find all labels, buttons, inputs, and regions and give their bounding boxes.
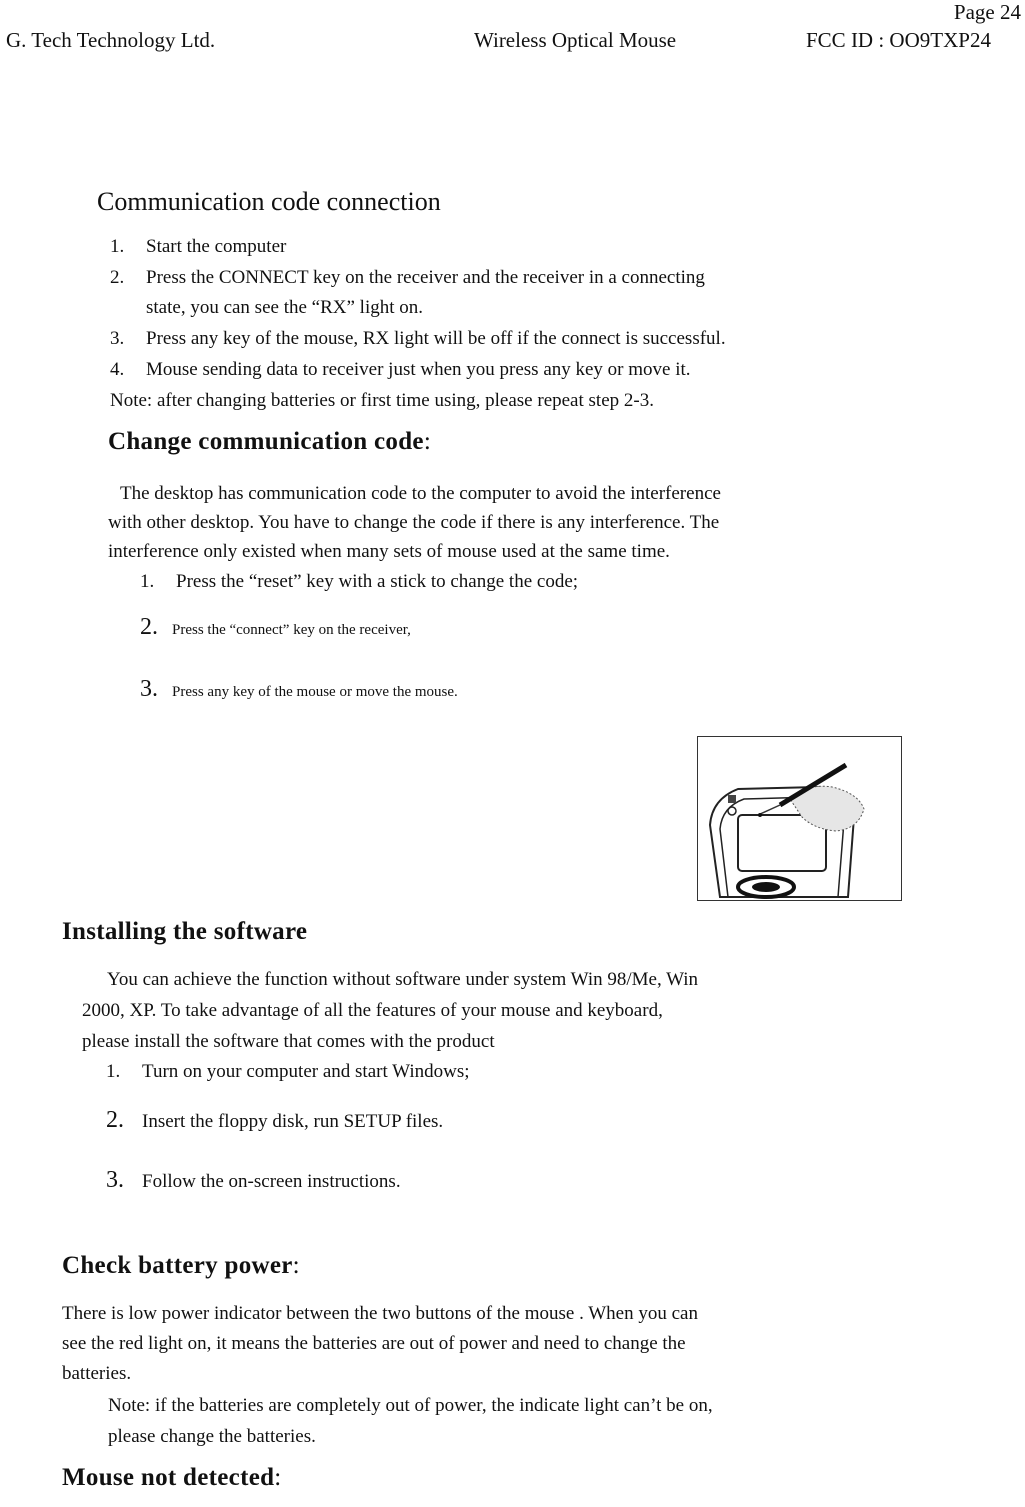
paragraph-line: see the red light on, it means the batteries are out of power and need to change the xyxy=(62,1333,686,1354)
paragraph-line: You can achieve the function without software under system Win 98/Me, Win xyxy=(107,969,699,990)
page-number xyxy=(954,0,1021,25)
receiver-figure xyxy=(697,736,902,901)
list-item: 1. Start the computer xyxy=(110,236,287,257)
section-title-communication-connection: Communication code connection xyxy=(97,187,441,216)
list-item-continuation: state, you can see the “RX” light on. xyxy=(146,297,424,318)
paragraph-line: batteries. xyxy=(62,1363,132,1384)
list-item: 2. Press the “connect” key on the receiver, xyxy=(140,614,411,640)
list-item: 3. Follow the on-screen instructions. xyxy=(106,1167,401,1193)
paragraph-line: There is low power indicator between the two buttons of the mouse . When you can xyxy=(62,1303,698,1324)
list-item: 1. Press the “reset” key with a stick to change the code; xyxy=(140,571,579,592)
header-product: Wireless Optical Mouse xyxy=(474,28,677,52)
header-fcc-id: FCC ID : OO9TXP24 xyxy=(806,28,991,52)
section-heading-mouse-not-detected: Mouse not detected: xyxy=(62,1464,282,1491)
note-text: Note: if the batteries are completely out of power, the indicate light can’t be on, xyxy=(108,1395,713,1416)
section-heading-battery: Check battery power: xyxy=(62,1252,300,1279)
paragraph-line: please install the software that comes with the product xyxy=(82,1031,495,1052)
list-item: 3. Press any key of the mouse, RX light will be off if the connect is successful. xyxy=(110,328,726,349)
receiver-connect-illustration-icon xyxy=(698,737,901,900)
paragraph-line: 2000, XP. To take advantage of all the features of your mouse and keyboard, xyxy=(82,1000,663,1021)
list-item: 4. Mouse sending data to receiver just when you press any key or move it. xyxy=(110,359,691,380)
paragraph-line: The desktop has communication code to the computer to avoid the interference xyxy=(120,483,721,504)
list-item: 3. Press any key of the mouse or move the mouse. xyxy=(140,676,458,702)
note-text: please change the batteries. xyxy=(108,1426,316,1447)
list-item: 2. Press the CONNECT key on the receiver and the receiver in a connecting xyxy=(110,267,705,288)
page-label: Page xyxy=(953,0,995,24)
header-company: G. Tech Technology Ltd. xyxy=(6,28,216,52)
section-heading-change-code: Change communication code: xyxy=(108,428,432,455)
paragraph-line: interference only existed when many sets of mouse used at the same time. xyxy=(108,541,670,562)
page-number-value: 24 xyxy=(1000,0,1021,24)
list-item: 1. Turn on your computer and start Windows; xyxy=(106,1061,470,1082)
section-heading-installing: Installing the software xyxy=(62,918,308,945)
paragraph-line: with other desktop. You have to change the code if there is any interference. The xyxy=(108,512,720,533)
note-text: Note: after changing batteries or first time using, please repeat step 2-3. xyxy=(110,390,654,411)
list-item: 2. Insert the floppy disk, run SETUP files. xyxy=(106,1107,444,1133)
